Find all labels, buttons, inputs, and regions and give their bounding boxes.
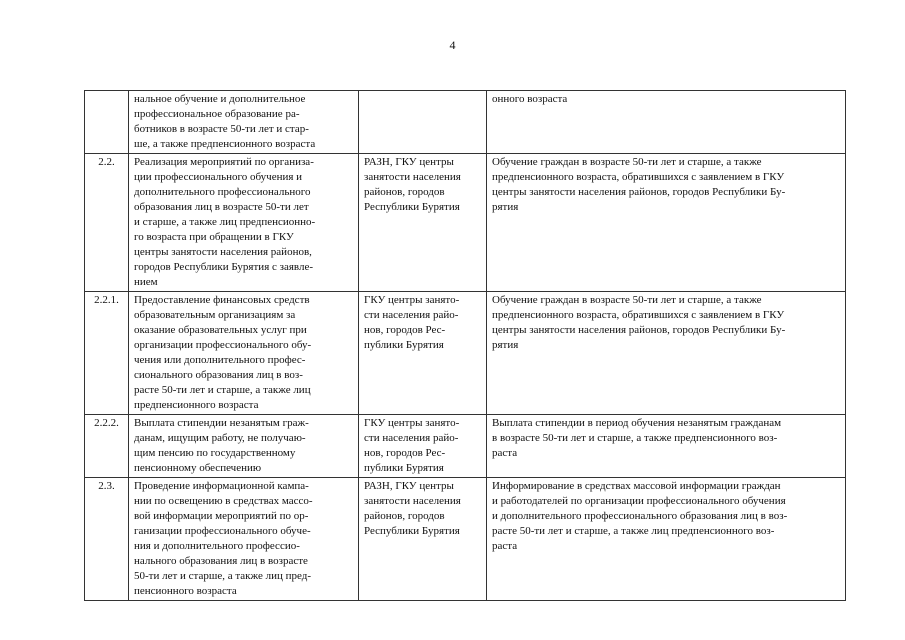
row-number bbox=[85, 91, 129, 154]
executor: РАЗН, ГКУ центры занятости населения районов, городов Республики Бурятия bbox=[359, 154, 487, 292]
expected-result: Обучение граждан в возрасте 50-ти лет и старше, а также предпенсионного возраста, обратившихся с заявлением в ГКУ центры занятости населения районов, городов Республики Бу- рятия bbox=[487, 154, 846, 292]
executor bbox=[359, 91, 487, 154]
row-number: 2.2.1. bbox=[85, 292, 129, 415]
expected-result: Выплата стипендии в период обучения незанятым гражданам в возрасте 50-ти лет и старше, а также предпенсионного воз- раста bbox=[487, 415, 846, 478]
executor: РАЗН, ГКУ центры занятости населения районов, городов Республики Бурятия bbox=[359, 478, 487, 601]
measure-description: Проведение информационной кампа- нии по освещению в средствах массо- вой информации мероприятий по ор- ганизации профессионального обуче- ния и дополнительного профессио- нального образования лиц в возрасте 50-ти лет и старше, а также лиц пред- пенсионного возраста bbox=[129, 478, 359, 601]
measure-description: Предоставление финансовых средств образовательным организациям за оказание образовательных услуг при организации профессионального обу- чения или дополнительного профес- сионального образования лиц в воз- расте 50-ти лет и старше, а также лиц предпенсионного возраста bbox=[129, 292, 359, 415]
row-number: 2.2. bbox=[85, 154, 129, 292]
executor: ГКУ центры занято- сти населения райо- нов, городов Рес- публики Бурятия bbox=[359, 415, 487, 478]
table-row bbox=[85, 292, 846, 415]
row-number: 2.3. bbox=[85, 478, 129, 601]
table-row bbox=[85, 91, 846, 154]
measure-description: Выплата стипендии незанятым граж- данам, ищущим работу, не получаю- щим пенсию по государственному пенсионному обеспечению bbox=[129, 415, 359, 478]
measures-table bbox=[84, 90, 846, 601]
measure-description: нальное обучение и дополнительное профессиональное образование ра- ботников в возрасте 50-ти лет и стар- ше, а также предпенсионного возраста bbox=[129, 91, 359, 154]
measure-description: Реализация мероприятий по организа- ции профессионального обучения и дополнительного профессионального образования лиц в возрасте 50-ти лет и старше, а также лиц предпенсионно- го возраста при обращении в ГКУ центры занятости населения районов, городов Республики Бурятия с заявле- нием bbox=[129, 154, 359, 292]
page-number: 4 bbox=[449, 38, 456, 52]
row-number: 2.2.2. bbox=[85, 415, 129, 478]
table-row bbox=[85, 154, 846, 292]
expected-result: Обучение граждан в возрасте 50-ти лет и старше, а также предпенсионного возраста, обратившихся с заявлением в ГКУ центры занятости населения районов, городов Республики Бу- рятия bbox=[487, 292, 846, 415]
expected-result: онного возраста bbox=[487, 91, 846, 154]
expected-result: Информирование в средствах массовой информации граждан и работодателей по организации профессионального обучения и дополнительного профессионального образования лиц в воз- расте 50-ти лет и старше, а также лиц предпенсионного воз- раста bbox=[487, 478, 846, 601]
table-row bbox=[85, 415, 846, 478]
table-row bbox=[85, 478, 846, 601]
executor: ГКУ центры занято- сти населения райо- нов, городов Рес- публики Бурятия bbox=[359, 292, 487, 415]
